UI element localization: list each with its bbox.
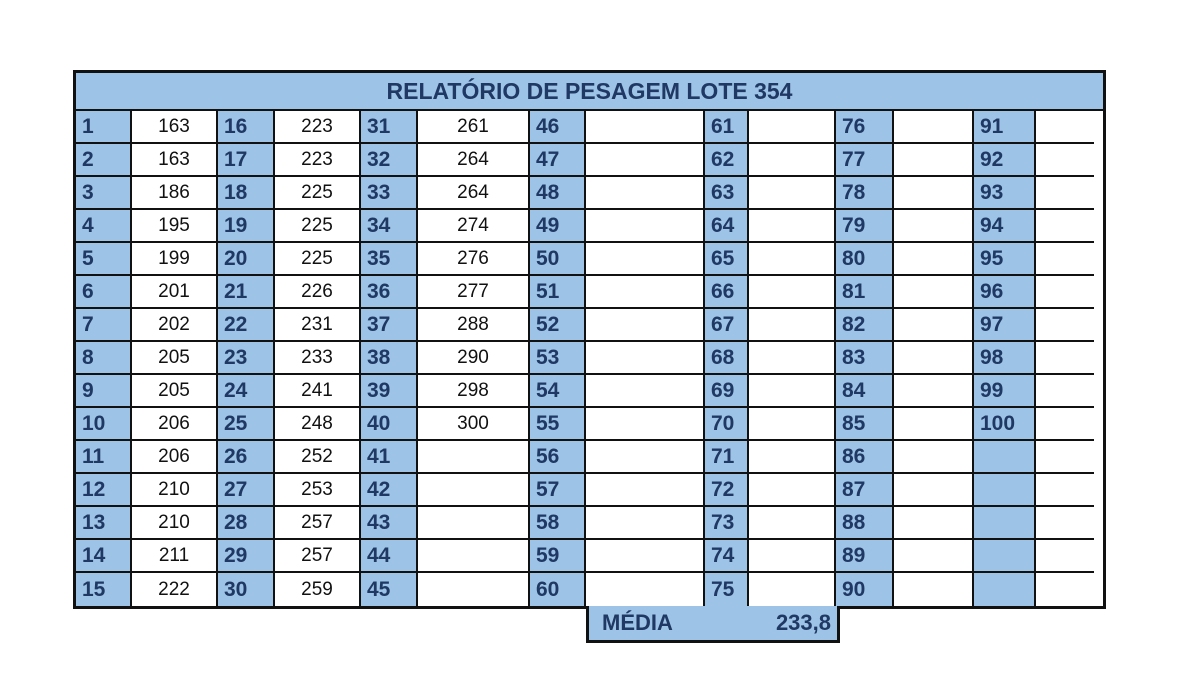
index-cell [974,441,1036,474]
index-cell: 17 [218,144,275,177]
index-cell: 2 [76,144,132,177]
weight-cell [418,474,530,507]
index-cell [974,573,1036,606]
index-cell: 59 [530,540,586,573]
index-cell: 15 [76,573,132,606]
weight-cell [1036,111,1094,144]
weight-cell: 261 [418,111,530,144]
weight-cell [894,441,974,474]
index-cell: 32 [361,144,418,177]
index-cell: 100 [974,408,1036,441]
weight-cell [894,276,974,309]
weight-cell [586,210,705,243]
weight-cell [1036,210,1094,243]
weight-cell [586,177,705,210]
index-cell: 71 [705,441,749,474]
weight-cell: 231 [275,309,361,342]
weight-cell [894,573,974,606]
weight-cell [586,441,705,474]
index-cell: 42 [361,474,418,507]
weight-cell: 210 [132,507,218,540]
weight-cell [749,177,836,210]
weighing-report-table [73,70,1106,609]
index-cell: 76 [836,111,894,144]
weight-cell [894,111,974,144]
index-cell: 68 [705,342,749,375]
index-cell: 99 [974,375,1036,408]
index-cell: 12 [76,474,132,507]
weight-cell [749,210,836,243]
index-cell: 45 [361,573,418,606]
index-cell: 62 [705,144,749,177]
index-cell: 72 [705,474,749,507]
index-cell: 16 [218,111,275,144]
weight-cell [749,276,836,309]
index-cell: 87 [836,474,894,507]
weight-cell [1036,408,1094,441]
weights-grid [76,111,1103,606]
index-cell: 6 [76,276,132,309]
weight-cell: 199 [132,243,218,276]
index-cell: 55 [530,408,586,441]
weight-cell: 223 [275,144,361,177]
index-cell: 46 [530,111,586,144]
weight-cell: 252 [275,441,361,474]
weight-cell [586,309,705,342]
weight-cell [1036,309,1094,342]
weight-cell [749,309,836,342]
weight-cell [749,507,836,540]
index-cell: 29 [218,540,275,573]
weight-cell [586,111,705,144]
weight-cell: 288 [418,309,530,342]
weight-cell: 163 [132,144,218,177]
index-cell: 81 [836,276,894,309]
weight-cell: 195 [132,210,218,243]
index-cell: 54 [530,375,586,408]
index-cell: 77 [836,144,894,177]
weight-cell: 277 [418,276,530,309]
index-cell: 4 [76,210,132,243]
weight-cell [894,210,974,243]
index-cell: 33 [361,177,418,210]
index-cell: 75 [705,573,749,606]
index-cell: 43 [361,507,418,540]
weight-cell: 225 [275,243,361,276]
index-cell: 96 [974,276,1036,309]
weight-cell [894,375,974,408]
weight-cell: 248 [275,408,361,441]
weight-cell [749,342,836,375]
weight-cell [894,342,974,375]
weight-cell [894,243,974,276]
index-cell: 8 [76,342,132,375]
index-cell: 50 [530,243,586,276]
weight-cell: 225 [275,210,361,243]
index-cell: 58 [530,507,586,540]
index-cell: 20 [218,243,275,276]
index-cell: 74 [705,540,749,573]
index-cell: 82 [836,309,894,342]
index-cell: 78 [836,177,894,210]
index-cell: 48 [530,177,586,210]
weight-cell [749,243,836,276]
weight-cell: 276 [418,243,530,276]
weight-cell [894,408,974,441]
index-cell: 70 [705,408,749,441]
weight-cell [749,474,836,507]
index-cell: 37 [361,309,418,342]
weight-cell [586,474,705,507]
weight-cell: 257 [275,507,361,540]
weight-cell [749,408,836,441]
index-cell: 35 [361,243,418,276]
weight-cell: 264 [418,144,530,177]
index-cell: 97 [974,309,1036,342]
index-cell: 51 [530,276,586,309]
index-cell: 86 [836,441,894,474]
index-cell: 3 [76,177,132,210]
weight-cell: 259 [275,573,361,606]
weight-cell [1036,177,1094,210]
weight-cell [418,441,530,474]
index-cell: 73 [705,507,749,540]
index-cell: 63 [705,177,749,210]
index-cell: 91 [974,111,1036,144]
weight-cell: 225 [275,177,361,210]
index-cell [974,474,1036,507]
index-cell: 5 [76,243,132,276]
index-cell: 36 [361,276,418,309]
report-title: RELATÓRIO DE PESAGEM LOTE 354 [76,73,1103,111]
weight-cell [586,573,705,606]
index-cell: 56 [530,441,586,474]
index-cell [974,540,1036,573]
index-cell: 64 [705,210,749,243]
weight-cell [418,507,530,540]
weight-cell [894,540,974,573]
weight-cell [1036,474,1094,507]
weight-cell: 206 [132,408,218,441]
index-cell: 27 [218,474,275,507]
index-cell: 10 [76,408,132,441]
index-cell: 28 [218,507,275,540]
weight-cell [1036,144,1094,177]
index-cell: 65 [705,243,749,276]
weight-cell [586,144,705,177]
average-row [586,606,840,643]
weight-cell: 241 [275,375,361,408]
weight-cell: 186 [132,177,218,210]
index-cell: 14 [76,540,132,573]
weight-cell [894,177,974,210]
weight-cell: 274 [418,210,530,243]
weight-cell [586,276,705,309]
index-cell: 40 [361,408,418,441]
weight-cell [1036,540,1094,573]
weight-cell [1036,573,1094,606]
weight-cell [586,507,705,540]
weight-cell: 264 [418,177,530,210]
weight-cell: 233 [275,342,361,375]
weight-cell [894,474,974,507]
index-cell: 23 [218,342,275,375]
weight-cell: 205 [132,342,218,375]
weight-cell [749,144,836,177]
weight-cell: 202 [132,309,218,342]
index-cell: 7 [76,309,132,342]
index-cell: 66 [705,276,749,309]
index-cell: 1 [76,111,132,144]
weight-cell: 253 [275,474,361,507]
weight-cell [749,540,836,573]
weight-cell: 210 [132,474,218,507]
weight-cell: 222 [132,573,218,606]
index-cell: 98 [974,342,1036,375]
index-cell: 39 [361,375,418,408]
index-cell: 26 [218,441,275,474]
index-cell: 41 [361,441,418,474]
weight-cell [749,111,836,144]
weight-cell: 211 [132,540,218,573]
index-cell: 38 [361,342,418,375]
index-cell: 44 [361,540,418,573]
average-value: 233,8 [775,610,831,635]
weight-cell [586,243,705,276]
weight-cell: 205 [132,375,218,408]
index-cell: 60 [530,573,586,606]
index-cell [974,507,1036,540]
index-cell: 69 [705,375,749,408]
index-cell: 85 [836,408,894,441]
index-cell: 80 [836,243,894,276]
index-cell: 79 [836,210,894,243]
weight-cell [1036,375,1094,408]
weight-cell [749,441,836,474]
index-cell: 34 [361,210,418,243]
weight-cell [586,342,705,375]
index-cell: 21 [218,276,275,309]
index-cell: 47 [530,144,586,177]
weight-cell [1036,243,1094,276]
index-cell: 89 [836,540,894,573]
index-cell: 83 [836,342,894,375]
index-cell: 19 [218,210,275,243]
index-cell: 95 [974,243,1036,276]
weight-cell [894,144,974,177]
weight-cell [1036,276,1094,309]
index-cell: 57 [530,474,586,507]
weight-cell: 163 [132,111,218,144]
index-cell: 84 [836,375,894,408]
index-cell: 31 [361,111,418,144]
weight-cell: 206 [132,441,218,474]
weight-cell [586,540,705,573]
index-cell: 13 [76,507,132,540]
weight-cell [586,408,705,441]
index-cell: 30 [218,573,275,606]
index-cell: 67 [705,309,749,342]
weight-cell [1036,507,1094,540]
weight-cell [1036,441,1094,474]
weight-cell [894,507,974,540]
index-cell: 9 [76,375,132,408]
weight-cell: 201 [132,276,218,309]
index-cell: 22 [218,309,275,342]
index-cell: 94 [974,210,1036,243]
index-cell: 24 [218,375,275,408]
weight-cell: 298 [418,375,530,408]
weight-cell [1036,342,1094,375]
weight-cell: 226 [275,276,361,309]
weight-cell [586,375,705,408]
index-cell: 11 [76,441,132,474]
weight-cell: 290 [418,342,530,375]
index-cell: 90 [836,573,894,606]
weight-cell [749,375,836,408]
weight-cell: 300 [418,408,530,441]
weight-cell: 223 [275,111,361,144]
weight-cell: 257 [275,540,361,573]
index-cell: 49 [530,210,586,243]
index-cell: 92 [974,144,1036,177]
index-cell: 53 [530,342,586,375]
index-cell: 18 [218,177,275,210]
weight-cell [418,540,530,573]
index-cell: 93 [974,177,1036,210]
index-cell: 61 [705,111,749,144]
index-cell: 52 [530,309,586,342]
index-cell: 25 [218,408,275,441]
average-label: MÉDIA [602,610,673,635]
weight-cell [749,573,836,606]
index-cell: 88 [836,507,894,540]
weight-cell [418,573,530,606]
weight-cell [894,309,974,342]
